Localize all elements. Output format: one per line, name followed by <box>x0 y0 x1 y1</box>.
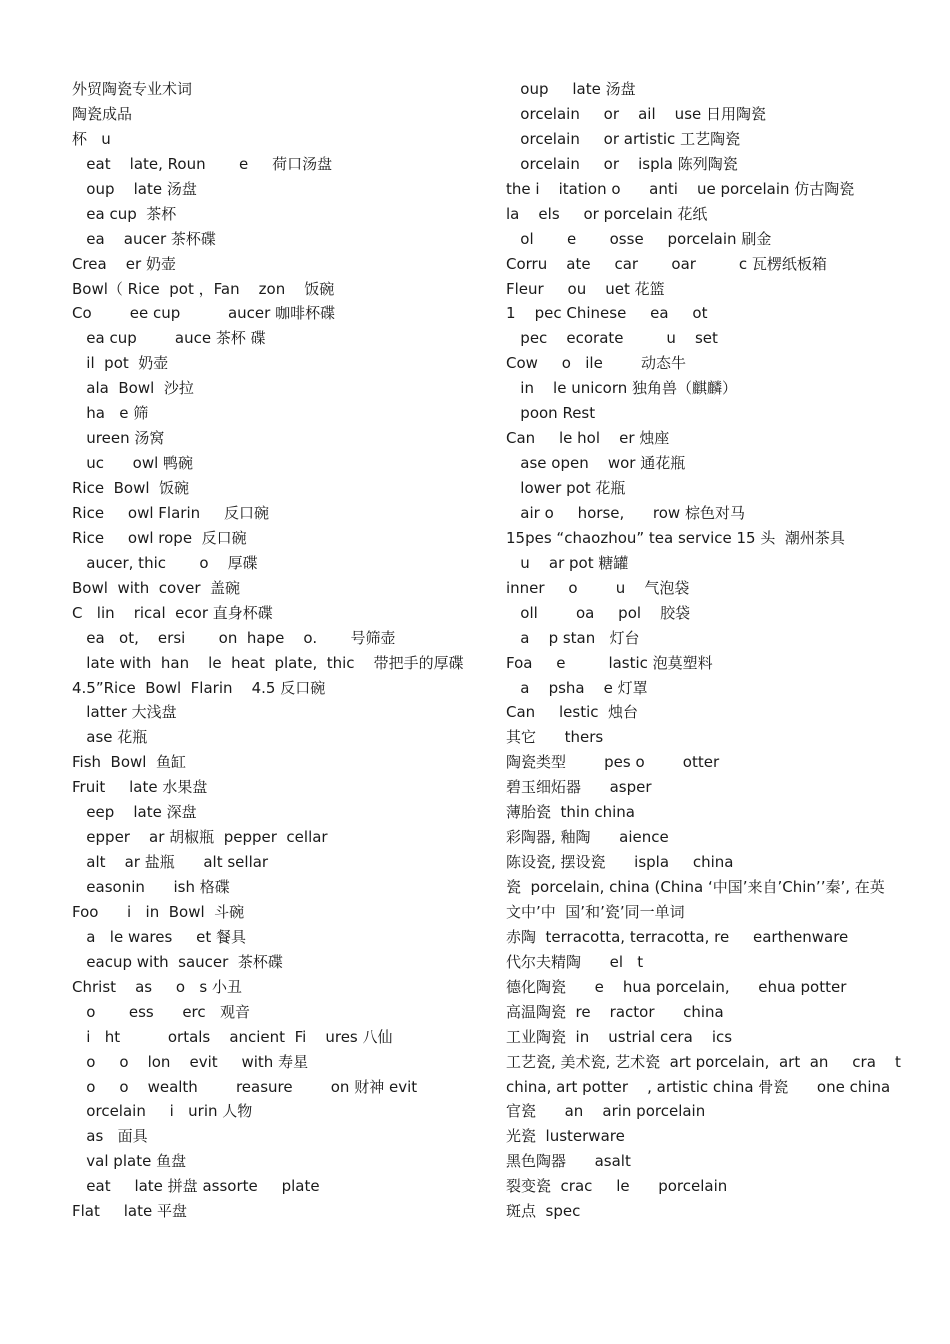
term-line: Fruit late 水果盘 <box>72 778 208 797</box>
term-line: Fleur ou uet 花篮 <box>506 279 665 298</box>
term-line: eep late 深盘 <box>72 803 197 822</box>
term-line: pec ecorate u set <box>506 329 718 348</box>
left-column <box>72 77 492 1224</box>
term-line: Rice owl rope 反口碗 <box>72 528 247 547</box>
term-line: ea aucer 茶杯碟 <box>72 229 216 248</box>
term-line: poon Rest <box>506 404 596 423</box>
term-line: late with han le heat plate, thic 带把手的厚碟 <box>72 653 464 672</box>
term-line: easonin ish 格碟 <box>72 878 230 896</box>
term-line: 官瓷 an arin porcelain <box>506 1102 706 1121</box>
term-line: ala Bowl 沙拉 <box>72 379 194 398</box>
term-line: lower pot 花瓶 <box>506 479 626 497</box>
term-line: Bowl（ Rice pot ，Fan zon 饭碗 <box>72 279 335 298</box>
term-line: orcelain or ail use 日用陶瓷 <box>506 104 767 123</box>
term-line: eat late, Roun e 荷口汤盘 <box>72 154 333 173</box>
term-line: orcelain or ispla 陈列陶瓷 <box>506 154 738 173</box>
term-line: uc owl 鸭碗 <box>72 454 194 473</box>
term-line: Can le hol er 烛座 <box>506 429 670 448</box>
term-line: eacup with saucer 茶杯碟 <box>72 952 283 971</box>
term-line: la els or porcelain 花纸 <box>506 204 708 223</box>
term-line: Rice owl Flarin 反口碗 <box>72 503 269 522</box>
term-line: Crea er 奶壶 <box>72 254 176 273</box>
term-line: as 面具 <box>72 1127 148 1146</box>
term-line: ea ot, ersi on hape o. 号筛壶 <box>72 628 396 647</box>
term-line: Co ee cup aucer 咖啡杯碟 <box>72 304 336 323</box>
term-line: oll oa pol 胶袋 <box>506 603 691 622</box>
term-line: Rice Bowl 饭碗 <box>72 479 190 497</box>
term-line: 陶瓷类型 pes o otter <box>506 753 720 772</box>
term-line: ase open wor 通花瓶 <box>506 454 686 473</box>
term-line: 其它 thers <box>506 728 604 747</box>
term-line: 15pes “chaozhou” tea service 15 头 潮州茶具 <box>506 528 845 547</box>
term-line: the i itation o anti ue porcelain 仿古陶瓷 <box>506 179 855 198</box>
term-line: 外贸陶瓷专业术词 <box>72 80 193 98</box>
term-line: val plate 鱼盘 <box>72 1152 187 1171</box>
term-line: 工业陶瓷 in ustrial cera ics <box>506 1027 733 1046</box>
term-line: oup late 汤盘 <box>72 179 197 198</box>
term-line: 代尔夫精陶 el t <box>506 952 644 971</box>
term-line: 1 pec Chinese ea ot <box>506 304 708 323</box>
term-line: a p stan 灯台 <box>506 628 640 647</box>
term-line: 碧玉细炻器 asper <box>506 778 652 797</box>
term-line: o o lon evit with 寿星 <box>72 1052 309 1071</box>
term-line: il pot 奶壶 <box>72 354 169 373</box>
term-line: Fish Bowl 鱼缸 <box>72 753 187 772</box>
term-line: 陈设瓷, 摆设瓷 ispla china <box>506 853 734 872</box>
term-line: 杯 u <box>72 129 111 148</box>
term-line: ha e 筛 <box>72 404 149 423</box>
term-line: o ess erc 观音 <box>72 1002 250 1021</box>
term-line: latter 大浅盘 <box>72 703 177 722</box>
term-line: ea cup 茶杯 <box>72 204 177 223</box>
right-column <box>506 77 936 1224</box>
term-line: ol e osse porcelain 刷金 <box>506 229 772 248</box>
term-line: 高温陶瓷 re ractor china <box>506 1002 724 1021</box>
term-line: u ar pot 糖罐 <box>506 553 629 572</box>
term-line: Foo i in Bowl 斗碗 <box>72 902 245 921</box>
term-line: o o wealth reasure on 财神 evit <box>72 1077 418 1096</box>
term-line: 薄胎瓷 thin china <box>506 803 635 822</box>
term-line: 工艺瓷, 美术瓷, 艺术瓷 art porcelain, art an cra t <box>506 1052 901 1071</box>
term-line: a psha e 灯罩 <box>506 678 648 697</box>
term-line: 斑点 spec <box>506 1202 581 1221</box>
term-line: air o horse, row 棕色对马 <box>506 503 745 522</box>
term-line: epper ar 胡椒瓶 pepper cellar <box>72 828 328 847</box>
term-line: in le unicorn 独角兽（麒麟） <box>506 379 737 398</box>
term-line: inner o u 气泡袋 <box>506 578 690 597</box>
term-line: 瓷 porcelain, china (China ‘中国’来自’Chin’’秦’, 在英 <box>506 878 885 896</box>
term-line: 文中’中 国’和’瓷’同一单词 <box>506 902 685 921</box>
term-line: Cow o ile 动态牛 <box>506 354 686 373</box>
term-line: Corru ate car oar c 瓦楞纸板箱 <box>506 254 827 273</box>
term-line: 陶瓷成品 <box>72 104 133 123</box>
term-line: oup late 汤盘 <box>506 80 636 98</box>
term-line: alt ar 盐瓶 alt sellar <box>72 853 269 872</box>
term-line: 德化陶瓷 e hua porcelain, ehua potter <box>506 977 847 996</box>
term-line: Flat late 平盘 <box>72 1202 187 1221</box>
term-line: 黑色陶器 asalt <box>506 1152 631 1171</box>
term-line: C lin rical ecor 直身杯碟 <box>72 603 273 622</box>
term-line: eat late 拼盘 assorte plate <box>72 1177 320 1196</box>
term-line: i ht ortals ancient Fi ures 八仙 <box>72 1027 393 1046</box>
term-line: ureen 汤窝 <box>72 429 165 448</box>
term-line: Bowl with cover 盖碗 <box>72 578 241 597</box>
term-line: orcelain or artistic 工艺陶瓷 <box>506 129 741 148</box>
term-line: 光瓷 lusterware <box>506 1127 625 1146</box>
term-line: a le wares et 餐具 <box>72 927 247 946</box>
term-line: Foa e lastic 泡莫塑料 <box>506 653 713 672</box>
term-line: china, art potter , artistic china 骨瓷 one china <box>506 1077 891 1096</box>
term-line: Christ as o s 小丑 <box>72 977 242 996</box>
term-line: 4.5”Rice Bowl Flarin 4.5 反口碗 <box>72 678 326 697</box>
term-line: ase 花瓶 <box>72 728 148 747</box>
term-line: aucer, thic o 厚碟 <box>72 553 258 572</box>
term-line: ea cup auce 茶杯 碟 <box>72 329 266 348</box>
term-line: orcelain i urin 人物 <box>72 1102 253 1121</box>
term-line: Can lestic 烛台 <box>506 703 639 722</box>
term-line: 彩陶器, 釉陶 aience <box>506 828 669 847</box>
term-line: 赤陶 terracotta, terracotta, re earthenware <box>506 927 849 946</box>
term-line: 裂变瓷 crac le porcelain <box>506 1177 728 1196</box>
